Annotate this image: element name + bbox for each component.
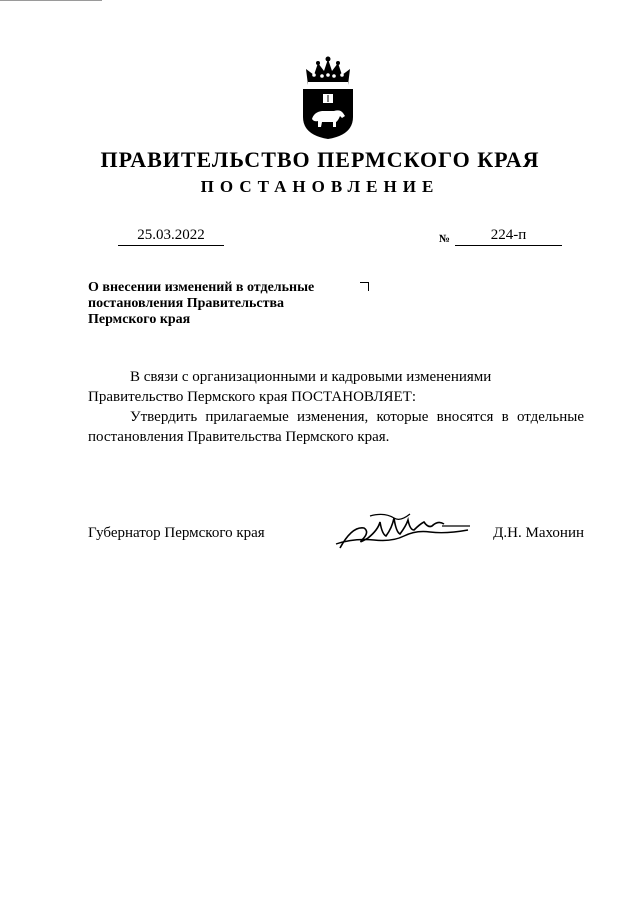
- document-body: [88, 367, 584, 447]
- subject-corner-bracket: [360, 282, 369, 291]
- document-subject: [88, 280, 358, 328]
- body-paragraph-line: постановления Правительства Пермского края.: [88, 429, 390, 445]
- signer-position: Губернатор Пермского края: [88, 525, 265, 541]
- perm-krai-coat-of-arms-icon: [300, 55, 356, 141]
- government-title: ПРАВИТЕЛЬСТВО ПЕРМСКОГО КРАЯ: [100, 147, 540, 172]
- body-paragraph-line: Утвердить прилагаемые изменения, которые вносятся в отдельные: [130, 409, 584, 425]
- signer-name: Д.Н. Махонин: [493, 525, 584, 541]
- subject-line: О внесении изменений в отдельные: [88, 280, 315, 295]
- body-paragraph-line: В связи с организационными и кадровыми изменениями: [130, 369, 492, 385]
- document-number: 224-п: [455, 226, 562, 246]
- number-sign: №: [439, 233, 451, 245]
- document-type: ПОСТАНОВЛЕНИЕ: [200, 177, 440, 196]
- document-date: 25.03.2022: [118, 226, 224, 246]
- scan-corner-mark: [0, 0, 102, 1]
- subject-line: Пермского края: [88, 312, 191, 327]
- handwritten-signature-icon: [334, 508, 474, 552]
- subject-line: постановления Правительства: [88, 296, 284, 311]
- body-paragraph-line: Правительство Пермского края ПОСТАНОВЛЯЕТ:: [88, 389, 417, 405]
